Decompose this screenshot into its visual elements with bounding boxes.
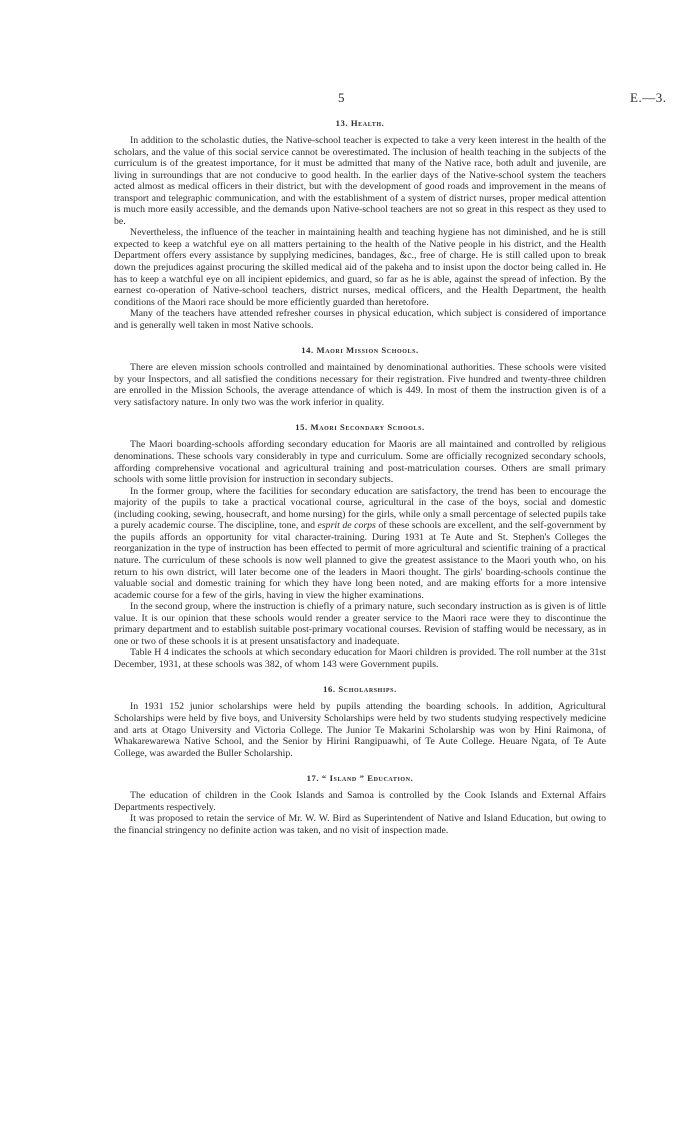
- paragraph: In 1931 152 junior scholarships were held by pupils attending the boarding schools. In addition, Agricultural Scholarships were held by five boys, and University Scholarships were held by two students studying respectively medicine and arts at Otago University and Victoria College. The Junior Te Makarini Scholarship was won by Hini Raimona, of Whakarewarewa Native School, and the Senior by Hirini Rangipuawhi, of Te Aute College. Heuare Ngata, of Te Aute College, was awarded the Buller Scholarship.: [114, 701, 606, 759]
- document-body: [114, 117, 606, 836]
- section-heading: 14. Maori Mission Schools.: [301, 345, 419, 356]
- section-scholarships: [114, 683, 606, 759]
- section-heading: 17. “ Island ” Education.: [306, 773, 414, 784]
- section-heading: 15. Maori Secondary Schools.: [295, 422, 425, 433]
- paragraph: It was proposed to retain the service of Mr. W. W. Bird as Superintendent of Native and Island Education, but owing to the financial stringency no definite action was taken, and no visit of inspection made.: [114, 813, 606, 836]
- section-heading: 13. Health.: [335, 118, 385, 128]
- page-reference: E.—3.: [630, 90, 667, 105]
- paragraph: The education of children in the Cook Islands and Samoa is controlled by the Cook Islands and External Affairs Departments respectively.: [114, 790, 606, 813]
- section-mission-schools: [114, 344, 606, 408]
- section-island-education: [114, 772, 606, 836]
- section-health: [114, 117, 606, 331]
- section-heading: 16. Scholarships.: [323, 684, 397, 695]
- paragraph: Nevertheless, the influence of the teacher in maintaining health and teaching hygiene has not diminished, and he is still expected to keep a watchful eye on all matters pertaining to the health of the Native people in his district, and the Health Department offers every assistance by supplying medicines, bandages, &c., free of charge. He is still called upon to break down the prejudices against procuring the skilled medical aid of the pakeha and to insist upon the doctor being called in. He has to keep a watchful eye on all incipient epidemics, and guard, so far as he is able, against the spread of infection. By the earnest co-operation of Native-school teachers, district nurses, medical officers, and the Health Department, the health conditions of the Maori race should be more efficiently guarded than heretofore.: [114, 227, 606, 308]
- paragraph: There are eleven mission schools controlled and maintained by denominational authorities. These schools were visited by your Inspectors, and all satisfied the conditions necessary for their registration. Five hundred and twenty-three children are enrolled in the Mission Schools, the average attendance of which is 449. In most of them the instruction given is of a very satisfactory nature. In only two was the work inferior in quality.: [114, 362, 606, 408]
- paragraph: The Maori boarding-schools affording secondary education for Maoris are all maintained and controlled by religious denominations. These schools vary considerably in type and curriculum. Some are officially recognized secondary schools, affording comprehensive vocational and agricultural training and post-matriculation courses. Others are small primary schools with some little provision for instruction in secondary subjects.: [114, 439, 606, 486]
- paragraph: Many of the teachers have attended refresher courses in physical education, which subject is considered of importance and is generally well taken in most Native schools.: [114, 308, 606, 331]
- section-secondary-schools: [114, 421, 606, 670]
- paragraph: In addition to the scholastic duties, the Native-school teacher is expected to take a very keen interest in the health of the scholars, and the value of this social service cannot be overestimated. The inclusion of health teaching in the subjects of the curriculum is of the greatest importance, for it must be admitted that many of the Native race, both adult and juvenile, are living in surroundings that are not conducive to good health. In the earlier days of the Native-school system the teachers acted almost as medical officers in their district, but with the development of good roads and improvement in the means of transport and telegraphic communication, and with the establishment of a system of district nurses, proper medical attention is much more easily accessible, and the demands upon Native-school teachers are not so great in this respect as they used to be.: [114, 135, 606, 227]
- page-number: 5: [338, 90, 345, 105]
- page-header: [0, 90, 700, 106]
- paragraph: In the second group, where the instruction is chiefly of a primary nature, such secondary instruction as is given is of little value. It is our opinion that these schools would render a greater service to the Maori race were they to discontinue the primary department and to establish suitable post-primary vocational courses. Revision of staffing would be necessary, as in one or two of these schools it is at present unsatisfactory and inadequate.: [114, 601, 606, 647]
- paragraph: Table H 4 indicates the schools at which secondary education for Maori children is provided. The roll number at the 31st December, 1931, at these schools was 382, of whom 143 were Government pupils.: [114, 647, 606, 670]
- paragraph: In the former group, where the facilities for secondary education are satisfactory, the trend has been to encourage the majority of the pupils to take a practical vocational course, agricultural in the case of the boys, social and domestic (including cooking, sewing, housecraft, and home nursing) for the girls, while only a small percentage of selected pupils take a purely academic course. The discipline, tone, and esprit de corps of these schools are excellent, and the self-government by the pupils affords an opportunity for vital character-training. During 1931 at Te Aute and St. Stephen's Colleges the reorganization in the type of instruction has been effected to permit of more agricultural and scientific training of a practical nature. The curriculum of these schools is now well planned to give the greatest assistance to the Maori youth who, on his return to his own district, will later become one of the leaders in Maori thought. The girls' boarding-schools continue the valuable social and domestic training for which they have long been noted, and are making efforts for a more intensive academic course for a few of the girls, having in view the higher examinations.: [114, 485, 607, 601]
